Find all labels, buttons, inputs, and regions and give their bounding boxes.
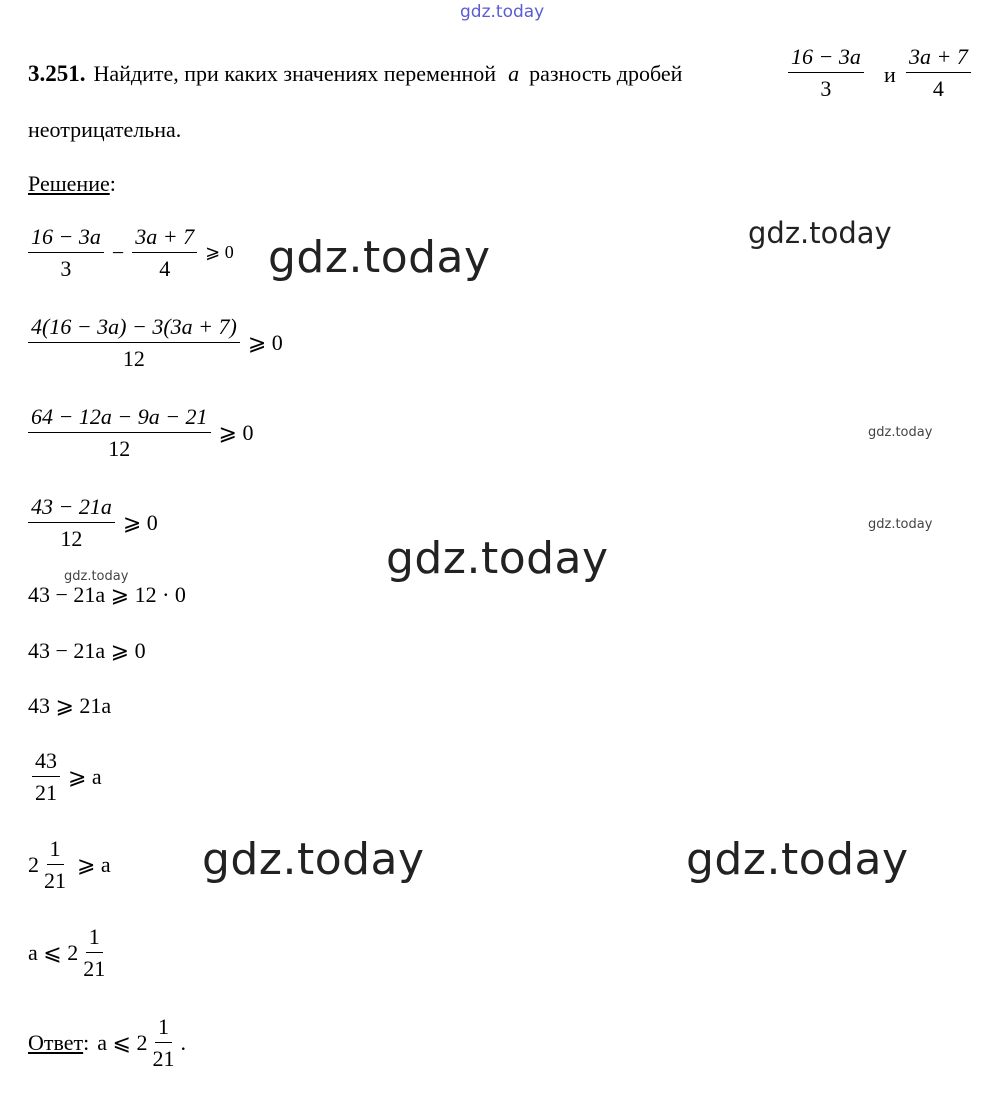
solution-label: Решение: [28, 171, 110, 196]
solution-heading: [28, 173, 116, 195]
watermark: gdz.today: [686, 834, 909, 885]
problem-text-line-2: неотрицательна.: [28, 117, 182, 142]
solution-step-1: [28, 224, 234, 282]
fraction-numerator: 1: [86, 924, 103, 953]
fraction-denominator: 21: [35, 780, 57, 806]
fraction-numerator: 3a + 7: [132, 224, 197, 253]
watermark: gdz.today: [268, 232, 491, 283]
solution-step-9: [28, 836, 111, 894]
fraction-denominator: 3: [820, 76, 832, 102]
solution-step-10: [28, 924, 108, 982]
minus-sign: −: [111, 239, 125, 265]
answer-line: [28, 1014, 186, 1072]
fraction-denominator: 12: [108, 436, 131, 462]
watermark: gdz.today: [386, 533, 609, 584]
problem-text-2: разность дробей: [529, 60, 683, 86]
answer-colon: :: [83, 1029, 90, 1055]
fraction-numerator: 43 − 21a: [28, 494, 115, 523]
relation: ⩾ a: [68, 763, 102, 789]
relation: ⩾ 0: [205, 242, 234, 263]
watermark: gdz.today: [64, 569, 129, 584]
fraction-numerator: 3a + 7: [906, 44, 971, 73]
solution-colon: :: [109, 171, 116, 196]
answer-label: Ответ: [28, 1029, 84, 1055]
solution-step-6: 43 − 21a ⩾ 0: [28, 638, 146, 663]
problem-text: Найдите, при каких значениях переменной: [93, 60, 497, 86]
fraction-numerator: 43: [32, 748, 60, 777]
mixed-number-whole: 2: [28, 851, 39, 877]
watermark: gdz.today: [868, 517, 933, 532]
relation: ⩾ 0: [122, 509, 158, 535]
inequality-lhs: a ⩽ 2: [28, 939, 79, 965]
fraction-denominator: 12: [60, 526, 83, 552]
fraction-denominator: 21: [44, 868, 66, 894]
fraction-denominator: 3: [60, 256, 72, 282]
fraction-denominator: 12: [122, 346, 145, 372]
problem-fraction-2: [906, 44, 971, 102]
answer-period: .: [180, 1029, 186, 1055]
relation: ⩾ 0: [247, 329, 283, 355]
relation: ⩾ a: [77, 851, 111, 877]
fraction-numerator: 16 − 3a: [28, 224, 104, 253]
fraction-denominator: 4: [932, 76, 944, 102]
relation: ⩾ 0: [218, 419, 254, 445]
fraction-denominator: 21: [83, 956, 106, 982]
watermark: gdz.today: [202, 834, 425, 885]
solution-step-4: [28, 494, 158, 552]
fraction-numerator: 1: [47, 836, 64, 865]
answer-lhs: a ⩽ 2: [97, 1029, 148, 1055]
fraction-numerator: 4(16 − 3a) − 3(3a + 7): [28, 314, 240, 343]
solution-step-8: [32, 748, 102, 806]
fraction-numerator: 16 − 3a: [788, 44, 864, 73]
problem-number: 3.251.: [28, 61, 86, 86]
problem-statement: [28, 62, 682, 85]
problem-fraction-1: [788, 44, 864, 102]
problem-conjunction: и: [884, 62, 896, 87]
fraction-numerator: 1: [155, 1014, 172, 1043]
fraction-numerator: 64 − 12a − 9a − 21: [28, 404, 211, 433]
fraction-denominator: 4: [159, 256, 171, 282]
watermark: gdz.today: [868, 425, 933, 440]
problem-variable: a: [508, 60, 520, 86]
watermark-top: gdz.today: [460, 2, 545, 22]
solution-step-5: 43 − 21a ⩾ 12 · 0: [28, 582, 186, 607]
solution-step-3: [28, 404, 253, 462]
watermark: gdz.today: [748, 216, 892, 250]
fraction-denominator: 21: [152, 1046, 175, 1072]
solution-step-7: 43 ⩾ 21a: [28, 693, 112, 718]
solution-step-2: [28, 314, 283, 372]
